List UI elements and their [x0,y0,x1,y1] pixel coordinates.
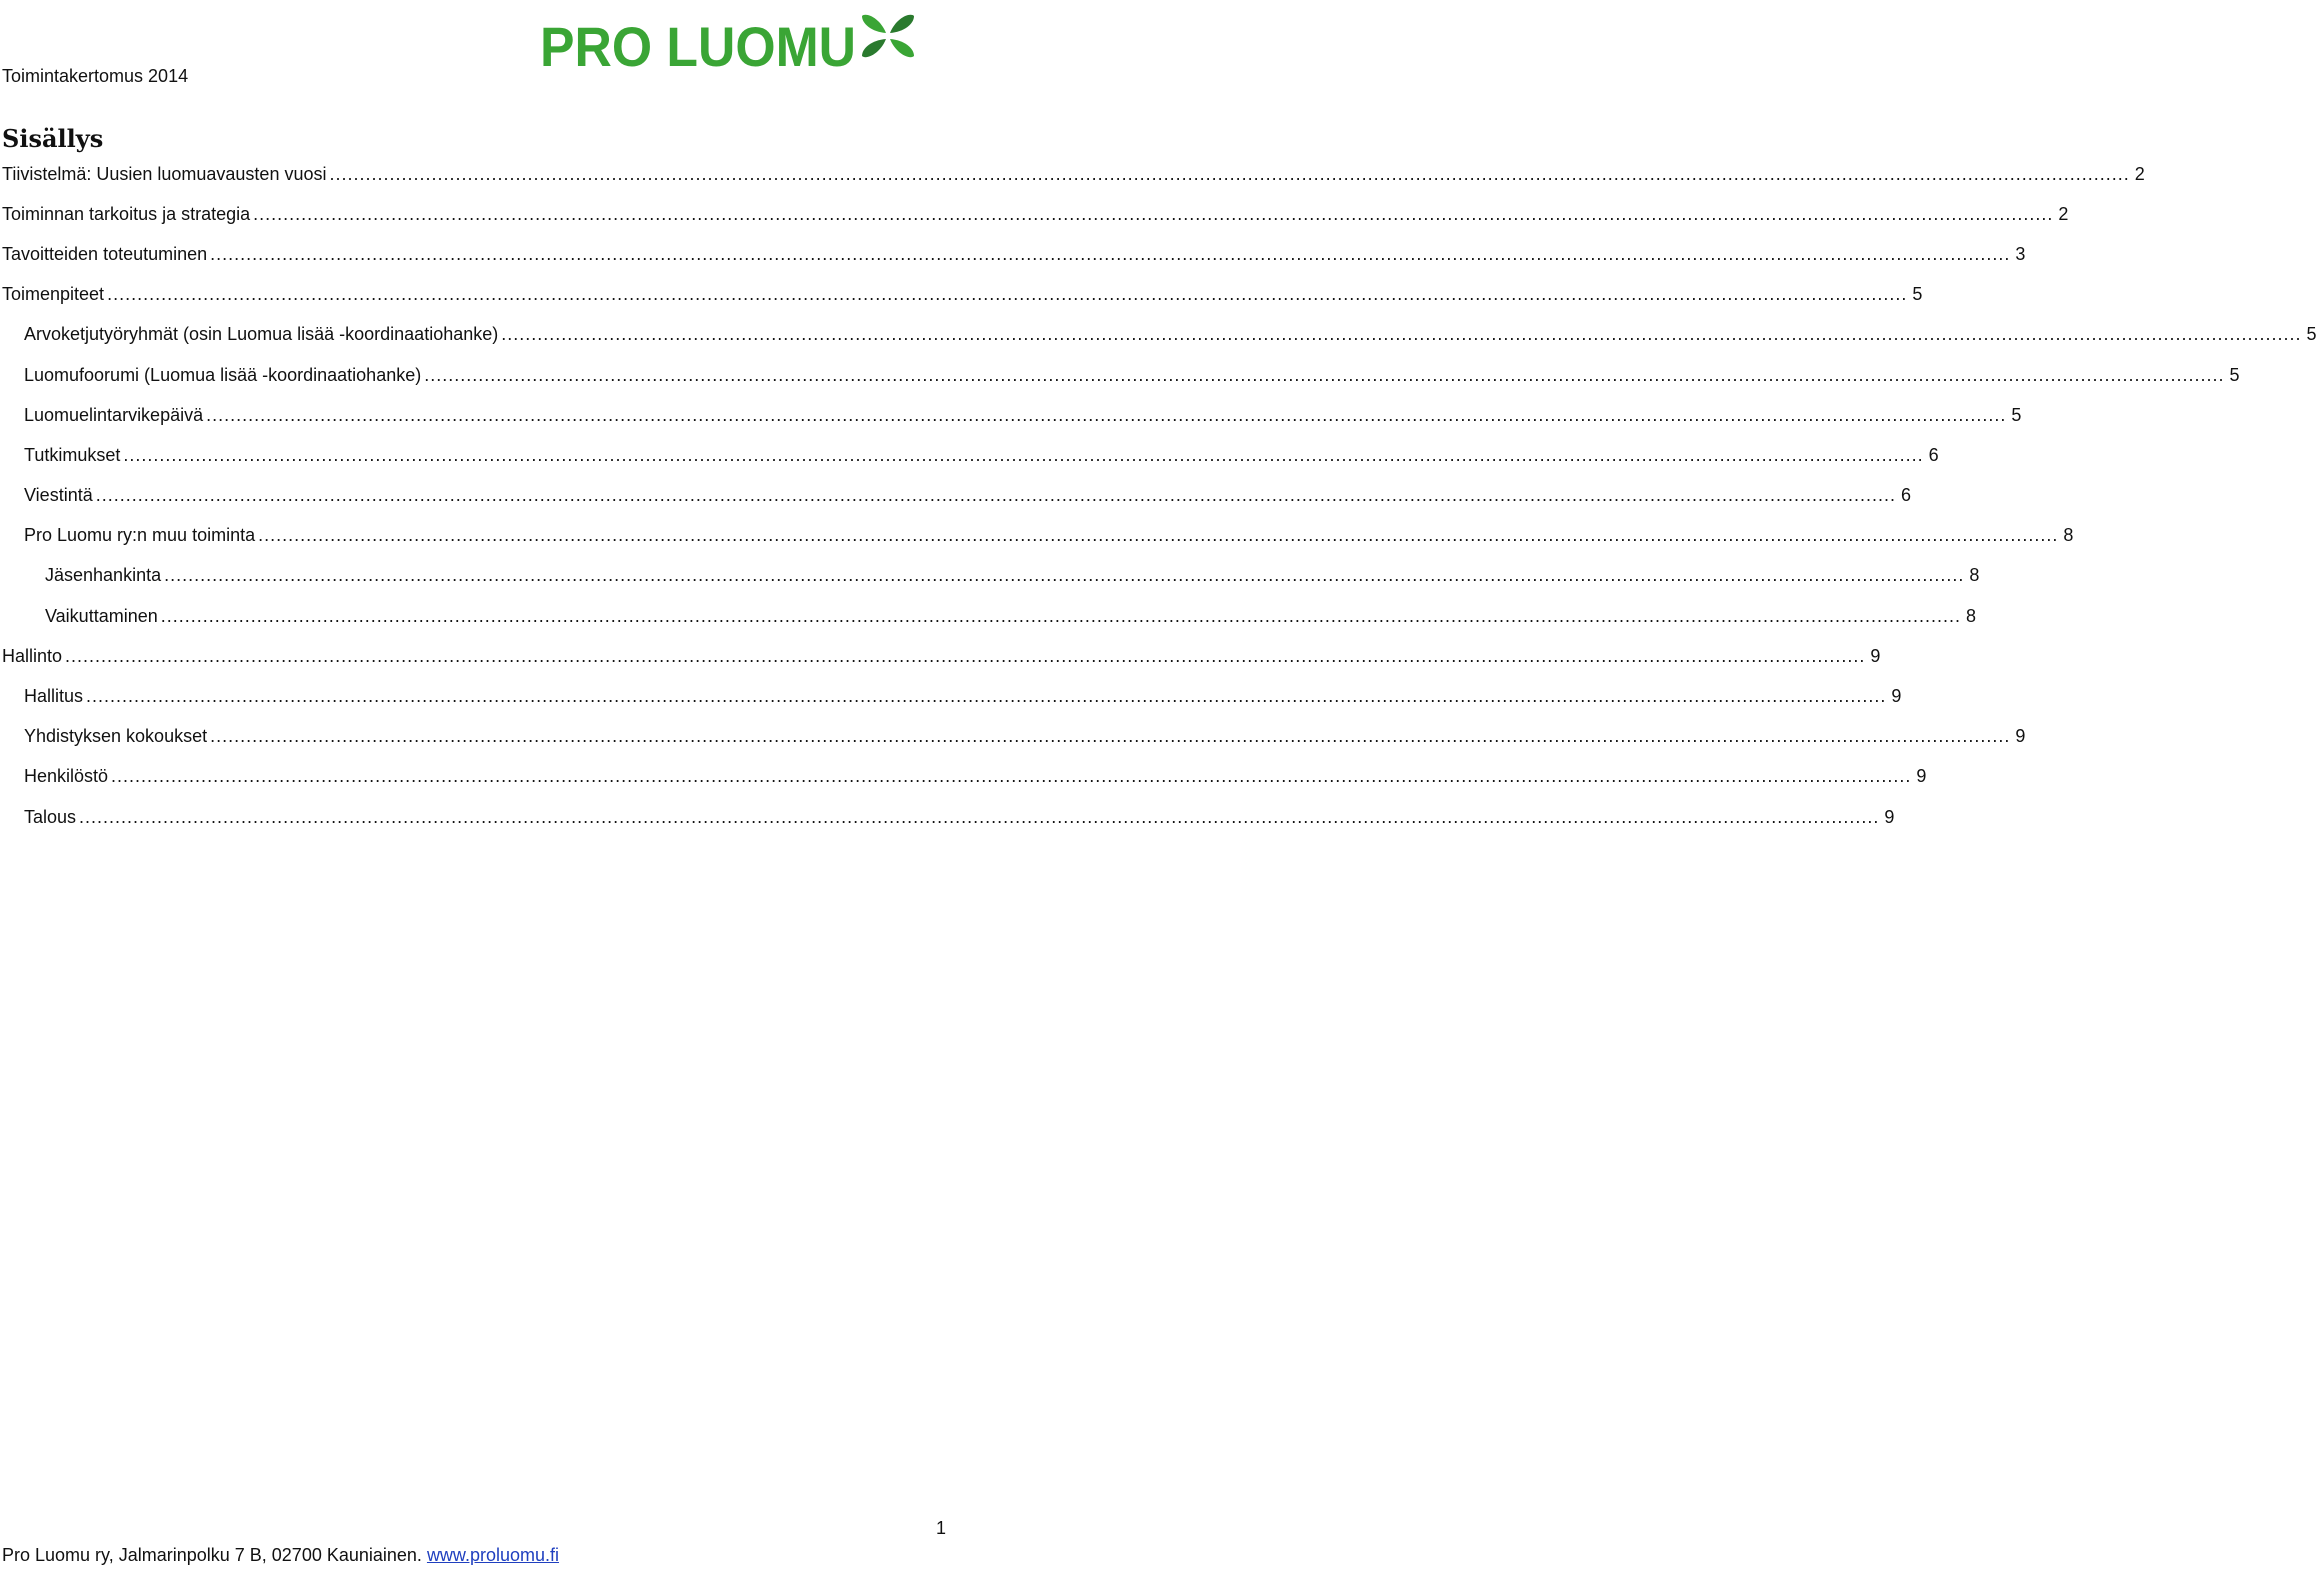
toc-entry-page: 2 [2058,203,2069,224]
toc-dot-leader: ............................................................................................................................................................................................................................................................................................................ [160,605,1962,626]
toc-dot-leader: ............................................................................................................................................................................................................................................................................................................ [424,364,2225,385]
toc-entry[interactable] [0,355,2240,395]
toc-entry[interactable] [0,596,1977,636]
toc-entry-page: 2 [2134,163,2145,184]
toc-dot-leader: ............................................................................................................................................................................................................................................................................................................ [107,284,1908,305]
toc-dot-leader: ............................................................................................................................................................................................................................................................................................................ [210,243,2011,264]
four-leaf-x-icon [862,15,914,57]
toc-dot-leader: ............................................................................................................................................................................................................................................................................................................ [501,324,2302,345]
toc-dot-leader: ............................................................................................................................................................................................................................................................................................................ [253,203,2054,224]
toc-entry-title: Talous [24,806,77,827]
toc-entry-title: Tiivistelmä: Uusien luomuavausten vuosi [2,163,327,184]
toc-entry-title: Vaikuttaminen [45,605,158,626]
toc-entry[interactable] [0,315,2317,355]
toc-entry-page: 3 [2015,243,2026,264]
toc-entry-title: Henkilöstö [24,766,109,787]
logo-text: PRO LUOMU [540,15,856,78]
toc-entry[interactable] [0,556,1980,596]
toc-entry-title: Pro Luomu ry:n muu toiminta [24,525,256,546]
toc-dot-leader: ............................................................................................................................................................................................................................................................................................................ [123,444,1924,465]
toc-dot-leader: ............................................................................................................................................................................................................................................................................................................ [164,565,1965,586]
toc-dot-leader: ............................................................................................................................................................................................................................................................................................................ [95,485,1897,506]
toc-heading: Sisällys [2,124,104,153]
toc-entry-page: 5 [2306,324,2317,345]
page-number: 1 [935,1518,946,1538]
toc-dot-leader: ............................................................................................................................................................................................................................................................................................................ [79,806,1880,827]
toc-entry[interactable] [0,717,2026,757]
website-link[interactable]: www.proluomu.fi [426,1545,559,1565]
toc-entry[interactable] [0,275,1923,315]
toc-entry-title: Luomuelintarvikepäivä [24,404,204,425]
toc-entry-title: Tutkimukset [24,444,121,465]
toc-entry[interactable] [0,757,1927,797]
toc-dot-leader: ............................................................................................................................................................................................................................................................................................................ [258,525,2059,546]
toc-entry-title: Yhdistyksen kokoukset [24,726,208,747]
toc-entry-title: Toiminnan tarkoitus ja strategia [2,203,251,224]
toc-dot-leader: ............................................................................................................................................................................................................................................................................................................ [329,163,2130,184]
toc-entry[interactable] [0,435,1939,475]
toc-entry-page: 6 [1928,444,1939,465]
toc-entry-page: 6 [1901,485,1912,506]
toc-dot-leader: ............................................................................................................................................................................................................................................................................................................ [65,645,1866,666]
toc-entry-page: 8 [1969,565,1980,586]
toc-entry[interactable] [0,797,1895,837]
toc-entry[interactable] [0,395,2022,435]
toc-entry-title: Luomufoorumi (Luomua lisää -koordinaatiohanke) [24,364,422,385]
toc-entry-page: 5 [2229,364,2240,385]
toc-entry[interactable] [0,234,2026,274]
toc-dot-leader: ............................................................................................................................................................................................................................................................................................................ [210,726,2011,747]
toc-entry-page: 9 [1884,806,1895,827]
toc-dot-leader: ............................................................................................................................................................................................................................................................................................................ [86,686,1887,707]
toc-dot-leader: ............................................................................................................................................................................................................................................................................................................ [206,404,2007,425]
toc-entry-page: 9 [1891,686,1902,707]
toc-entry[interactable] [0,676,1902,716]
toc-entry-title: Arvoketjutyöryhmät (osin Luomua lisää -koordinaatiohanke) [24,324,499,345]
toc-entry-title: Hallitus [24,686,84,707]
toc-entry-title: Tavoitteiden toteutuminen [2,243,208,264]
toc-entry-page: 9 [1870,645,1881,666]
toc-entry-page: 9 [1916,766,1927,787]
toc-entry[interactable] [0,636,1881,676]
toc-entry-title: Hallinto [2,645,63,666]
toc-entry-page: 5 [1912,284,1923,305]
toc-dot-leader: ............................................................................................................................................................................................................................................................................................................ [111,766,1912,787]
toc-entry-title: Toimenpiteet [2,284,105,305]
toc-entry[interactable] [0,516,2074,556]
table-of-contents [0,154,2317,837]
toc-entry-page: 9 [2015,726,2026,747]
toc-entry[interactable] [0,154,2145,194]
toc-entry-title: Viestintä [24,485,93,506]
document-header-title: Toimintakertomus 2014 [2,66,189,86]
toc-entry-title: Jäsenhankinta [45,565,162,586]
footer-address: Pro Luomu ry, Jalmarinpolku 7 B, 02700 Kauniainen. [2,1545,422,1565]
footer [2,1543,559,1567]
toc-entry-page: 8 [1966,605,1977,626]
toc-entry[interactable] [0,194,2069,234]
toc-entry[interactable] [0,476,1912,516]
toc-entry-page: 8 [2063,525,2074,546]
toc-entry-page: 5 [2011,404,2022,425]
pro-luomu-logo [540,6,916,78]
